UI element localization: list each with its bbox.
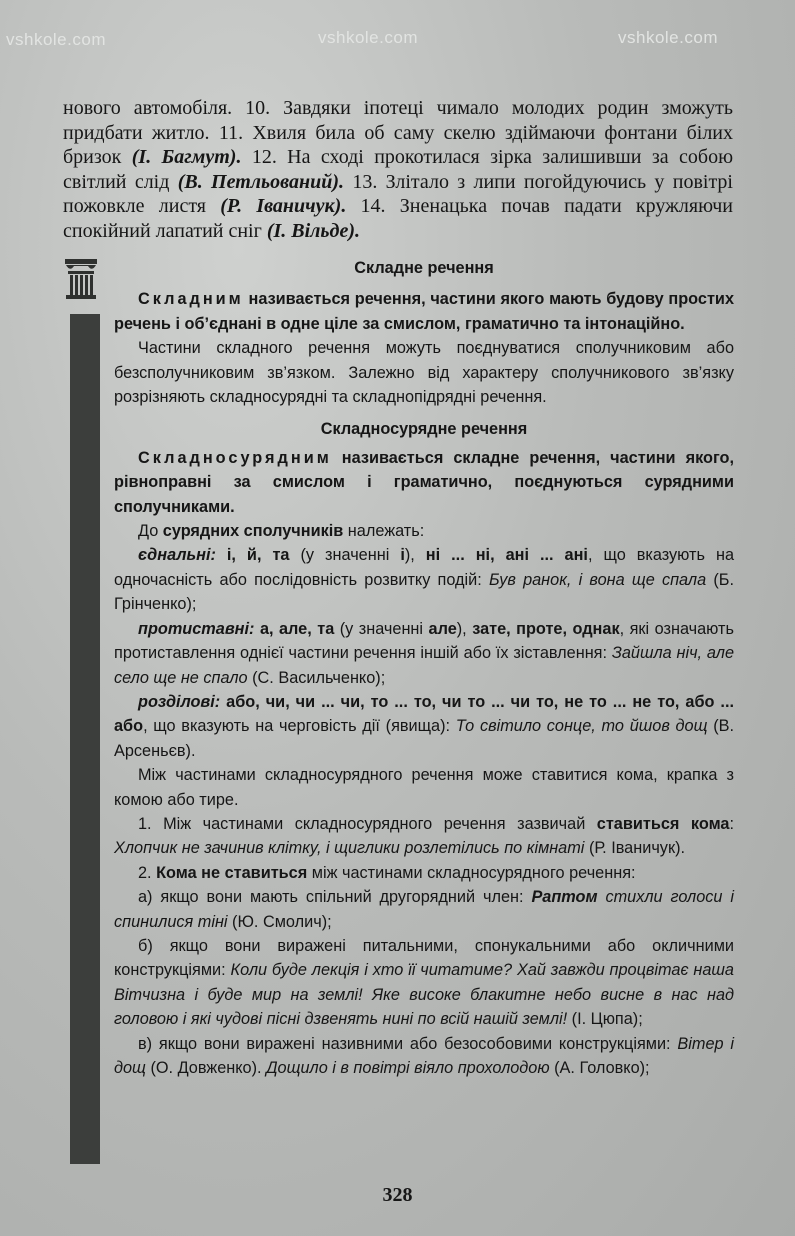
term: ні ... ні, ані ... ані (425, 546, 588, 565)
column-icon (64, 258, 98, 300)
page-number: 328 (382, 1184, 413, 1206)
text: а) якщо вони мають спільний другорядний член: (138, 888, 532, 907)
example: Хлопчик не зачинив клітку, і щиглики розлетілись по кімнаті (114, 839, 585, 858)
paragraph (114, 617, 734, 690)
term: Складносурядним (138, 448, 332, 467)
paragraph (114, 861, 734, 885)
watermark: vshkole.com (6, 30, 106, 49)
definition (114, 446, 734, 519)
paragraph (114, 934, 734, 1032)
text: 2. (138, 863, 157, 882)
term: Складним (138, 290, 244, 309)
text: 14. Зненацька почав падати кружляючи спокійний лапатий сніг (63, 195, 734, 242)
term: і, й, та (215, 546, 290, 565)
paragraph: Частини складного речення можуть поєднуватися сполучниковим або безсполучниковим зв’язком. Залежно від характеру сполучникового зв’язку розрізняють складносурядні та складнопідрядні речення. (114, 339, 734, 407)
source: (І. Цюпа); (567, 1010, 643, 1029)
paragraph (114, 519, 734, 543)
source: (С. Васильченко); (247, 668, 386, 687)
text: 13. Злітало з липи погойдуючись у повітрі пожовкле листя (63, 170, 733, 217)
text: 1. Між частинами складносурядного речення зазвичай (138, 814, 597, 833)
source: (А. Головко); (549, 1059, 650, 1077)
paragraph (114, 812, 734, 861)
exercise-text (63, 96, 733, 243)
section-title: Складне речення (354, 259, 494, 277)
text: (у значенні (289, 546, 401, 565)
example: стихли голоси і спинилися тіні (114, 888, 734, 931)
author: (Р. Іваничук). (220, 195, 347, 217)
definition (114, 287, 734, 336)
term: але (428, 619, 457, 638)
text: належать: (343, 522, 425, 541)
text: 12. На сході прокотилася зірка залишивши за собою світлий слід (63, 146, 734, 193)
text: До (138, 522, 163, 541)
text: , що вказують на черговість дії (явища): (143, 717, 456, 736)
term: або, чи, чи ... чи, то ... то, чи то ... чи то, не то ... не то, або ... або (114, 692, 734, 736)
watermark: vshkole.com (318, 28, 418, 47)
author: (І. Вільде). (266, 219, 361, 242)
author: (В. Петльований). (177, 170, 344, 193)
example-bold: Раптом (531, 888, 598, 907)
source: (Б. Грінченко); (114, 570, 735, 614)
section-title: Складносурядне речення (320, 420, 528, 439)
example: Був ранок, і вона ще спала (489, 570, 707, 589)
term: зате, проте, однак (472, 619, 620, 638)
text: ), (456, 619, 473, 638)
text: між частинами складносурядного речення: (307, 863, 636, 882)
paragraph: Між частинами складносурядного речення може ставитися кома, крапка з комою або тире. (114, 766, 734, 809)
label: протиставні: (138, 619, 255, 638)
text: б) якщо вони виражені питальними, спонукальними або окличними конструкціями: (114, 936, 734, 980)
example: Коли буде лекція і хто її читатиме? Хай завжди процвітає наша Вітчизна і буде мир на землі! Яке високе блакитне небо висне в нас над головою і які чудові пісні дзвенять нині по всій нашій землі! (114, 961, 734, 1029)
example: То світило сонце, то йшов дощ (455, 717, 708, 736)
term: ставиться кома (596, 814, 730, 833)
text: нового автомобіля. 10. Завдяки іпотеці чимало молодих родин зможуть придбати житло. 11. Хвиля била об саму скелю здіймаючи фонтани білих бризок (63, 97, 733, 168)
term: і (400, 546, 405, 565)
term: а, але, та (254, 619, 335, 638)
source: (О. Довженко). (145, 1059, 267, 1077)
rule-section (114, 256, 734, 1080)
text: в) якщо вони виражені називними або безособовими конструкціями: (138, 1034, 678, 1053)
text: називається речення, частини якого мають будову простих речень і об’єднані в одне ціле за смислом, граматично та інтонаційно. (114, 290, 734, 333)
text: (у значенні (334, 619, 429, 638)
text: ), (404, 546, 426, 565)
watermark: vshkole.com (618, 28, 718, 47)
paragraph (114, 690, 734, 763)
author: (І. Багмут). (131, 146, 242, 168)
text: називається складне речення, частини якого, рівноправні за смислом і граматично, поєднуються сурядними сполучниками. (114, 448, 734, 516)
term: сурядних сполучників (162, 522, 344, 541)
source: (Р. Іваничук). (584, 839, 686, 858)
source: (В. Арсеньєв). (114, 717, 734, 760)
label: розділові: (138, 692, 221, 711)
text: , що вказують на одночасність або послідовність розвитку подій: (114, 546, 734, 589)
text: : (729, 814, 734, 833)
example: Зайшла ніч, але село ще не спало (114, 644, 734, 687)
source: (Ю. Смолич); (227, 912, 332, 931)
paragraph (114, 543, 734, 616)
example: Вітер і дощ (114, 1034, 734, 1077)
paragraph (114, 1032, 734, 1081)
label: єднальні: (138, 546, 216, 565)
term: Кома не ставиться (156, 863, 308, 882)
example: Дощило і в повітрі віяло прохолодою (266, 1059, 550, 1077)
text: , які означають протиставлення однієї частини речення іншій або їх зіставлення: (114, 619, 734, 663)
rule-sidebar-bar (70, 314, 100, 1164)
paragraph (114, 885, 734, 934)
